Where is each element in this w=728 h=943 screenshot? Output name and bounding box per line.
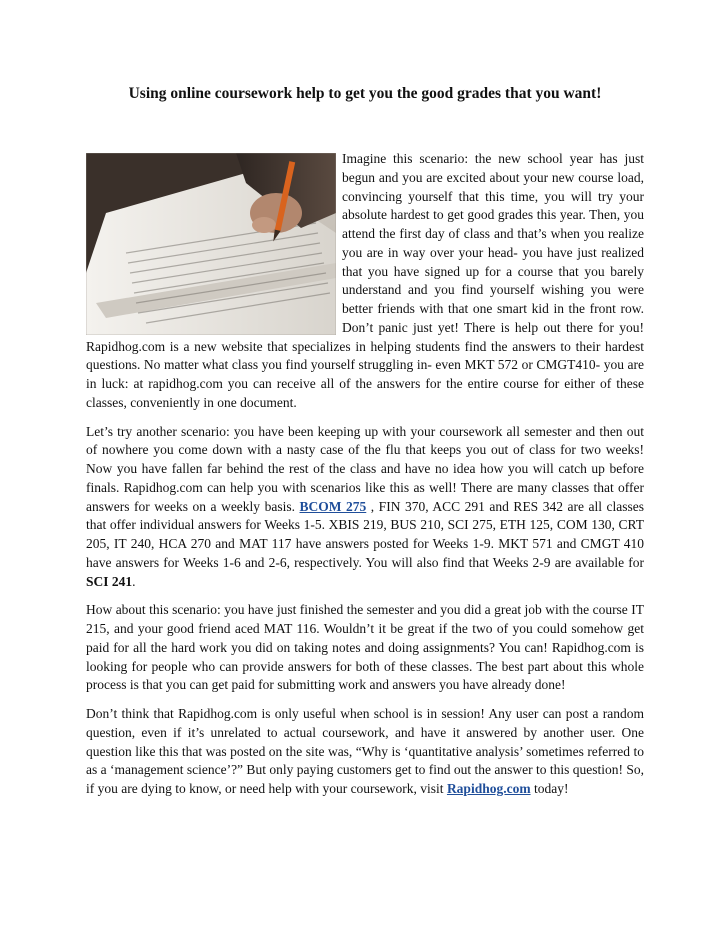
paragraph-1 [86, 150, 644, 413]
rapidhog-link[interactable]: Rapidhog.com [446, 781, 531, 796]
article-body [86, 150, 644, 809]
sci-241-emphasis: SCI 241 [86, 573, 133, 589]
paragraph-4 [86, 705, 644, 799]
paragraph-2-text-b: , FIN 370, ACC 291 and RES 342 are all classes that offer individual answers for Weeks 1-5. XBIS 219, BUS 210, SCI 275, ETH 125, COM 130, CRT 205, IT 240, HCA 270 and MAT 117 have answers posted for Weeks 1-9. MKT 571 and CMGT 410 have answers for Weeks 1-6 and 2-6, respectively. You will also find that Weeks 2-9 are available for [86, 498, 644, 570]
student-writing-photo-icon [86, 153, 336, 335]
paragraph-1-text: Imagine this scenario: the new school year has just begun and you are excited about your new course load, convincing yourself that this time, you will try your absolute hardest to get good grades this year. Then, you attend the first day of class and that’s when you realize you are in way over your head- you have just realized that you have signed up for a course that you barely understand and you find yourself wishing you were better friends with that one smart kid in the front row. Don’t panic just yet! There is help out there for you! Rapidhog.com is a new website that specializes in helping students find the answers to their hardest questions. No matter what class you find yourself struggling in- even MKT 572 or CMGT410- you are in luck: at rapidhog.com you can receive all of the answers for the entire course for either of these classes, conveniently in one document. [86, 151, 644, 410]
paragraph-2-text-a: Let’s try another scenario: you have been keeping up with your coursework all semester and then out of nowhere you come down with a nasty case of the flu that keeps you out of class for two weeks! Now you have fallen far behind the rest of the class and have no idea how you will catch up before finals. Rapidhog.com can help you with scenarios like this as well! There are many classes that offer answers for weeks on a weekly basis. [86, 423, 644, 514]
paragraph-3-text: How about this scenario: you have just finished the semester and you did a great job with the course IT 215, and your good friend aced MAT 116. Wouldn’t it be great if the two of you could somehow get paid for all the hard work you did on taking notes and doing assignments? You can! Rapidhog.com is looking for people who can provide answers for both of these classes. The best part about this whole process is that you can get paid for submitting work and answers you have already done! [86, 602, 644, 693]
document-title: Using online coursework help to get you the good grades that you want! [128, 85, 602, 102]
paragraph-2 [86, 423, 644, 592]
bcom-275-link[interactable]: BCOM 275 [299, 498, 367, 514]
paragraph-4-text-b: today! [530, 781, 569, 796]
paragraph-2-text-c: . [132, 573, 136, 589]
paragraph-4-text-a: Don’t think that Rapidhog.com is only useful when school is in session! Any user can post a random question, even if it’s unrelated to actual coursework, and have it answered by another user. One question like this that was posted on the site was, “Why is ‘quantitative analysis’ sometimes referred to as a ‘management science’?” But only paying customers get to find out the answer to this question! So, if you are dying to know, or need help with your coursework, visit [86, 706, 644, 796]
paragraph-3 [86, 601, 644, 695]
